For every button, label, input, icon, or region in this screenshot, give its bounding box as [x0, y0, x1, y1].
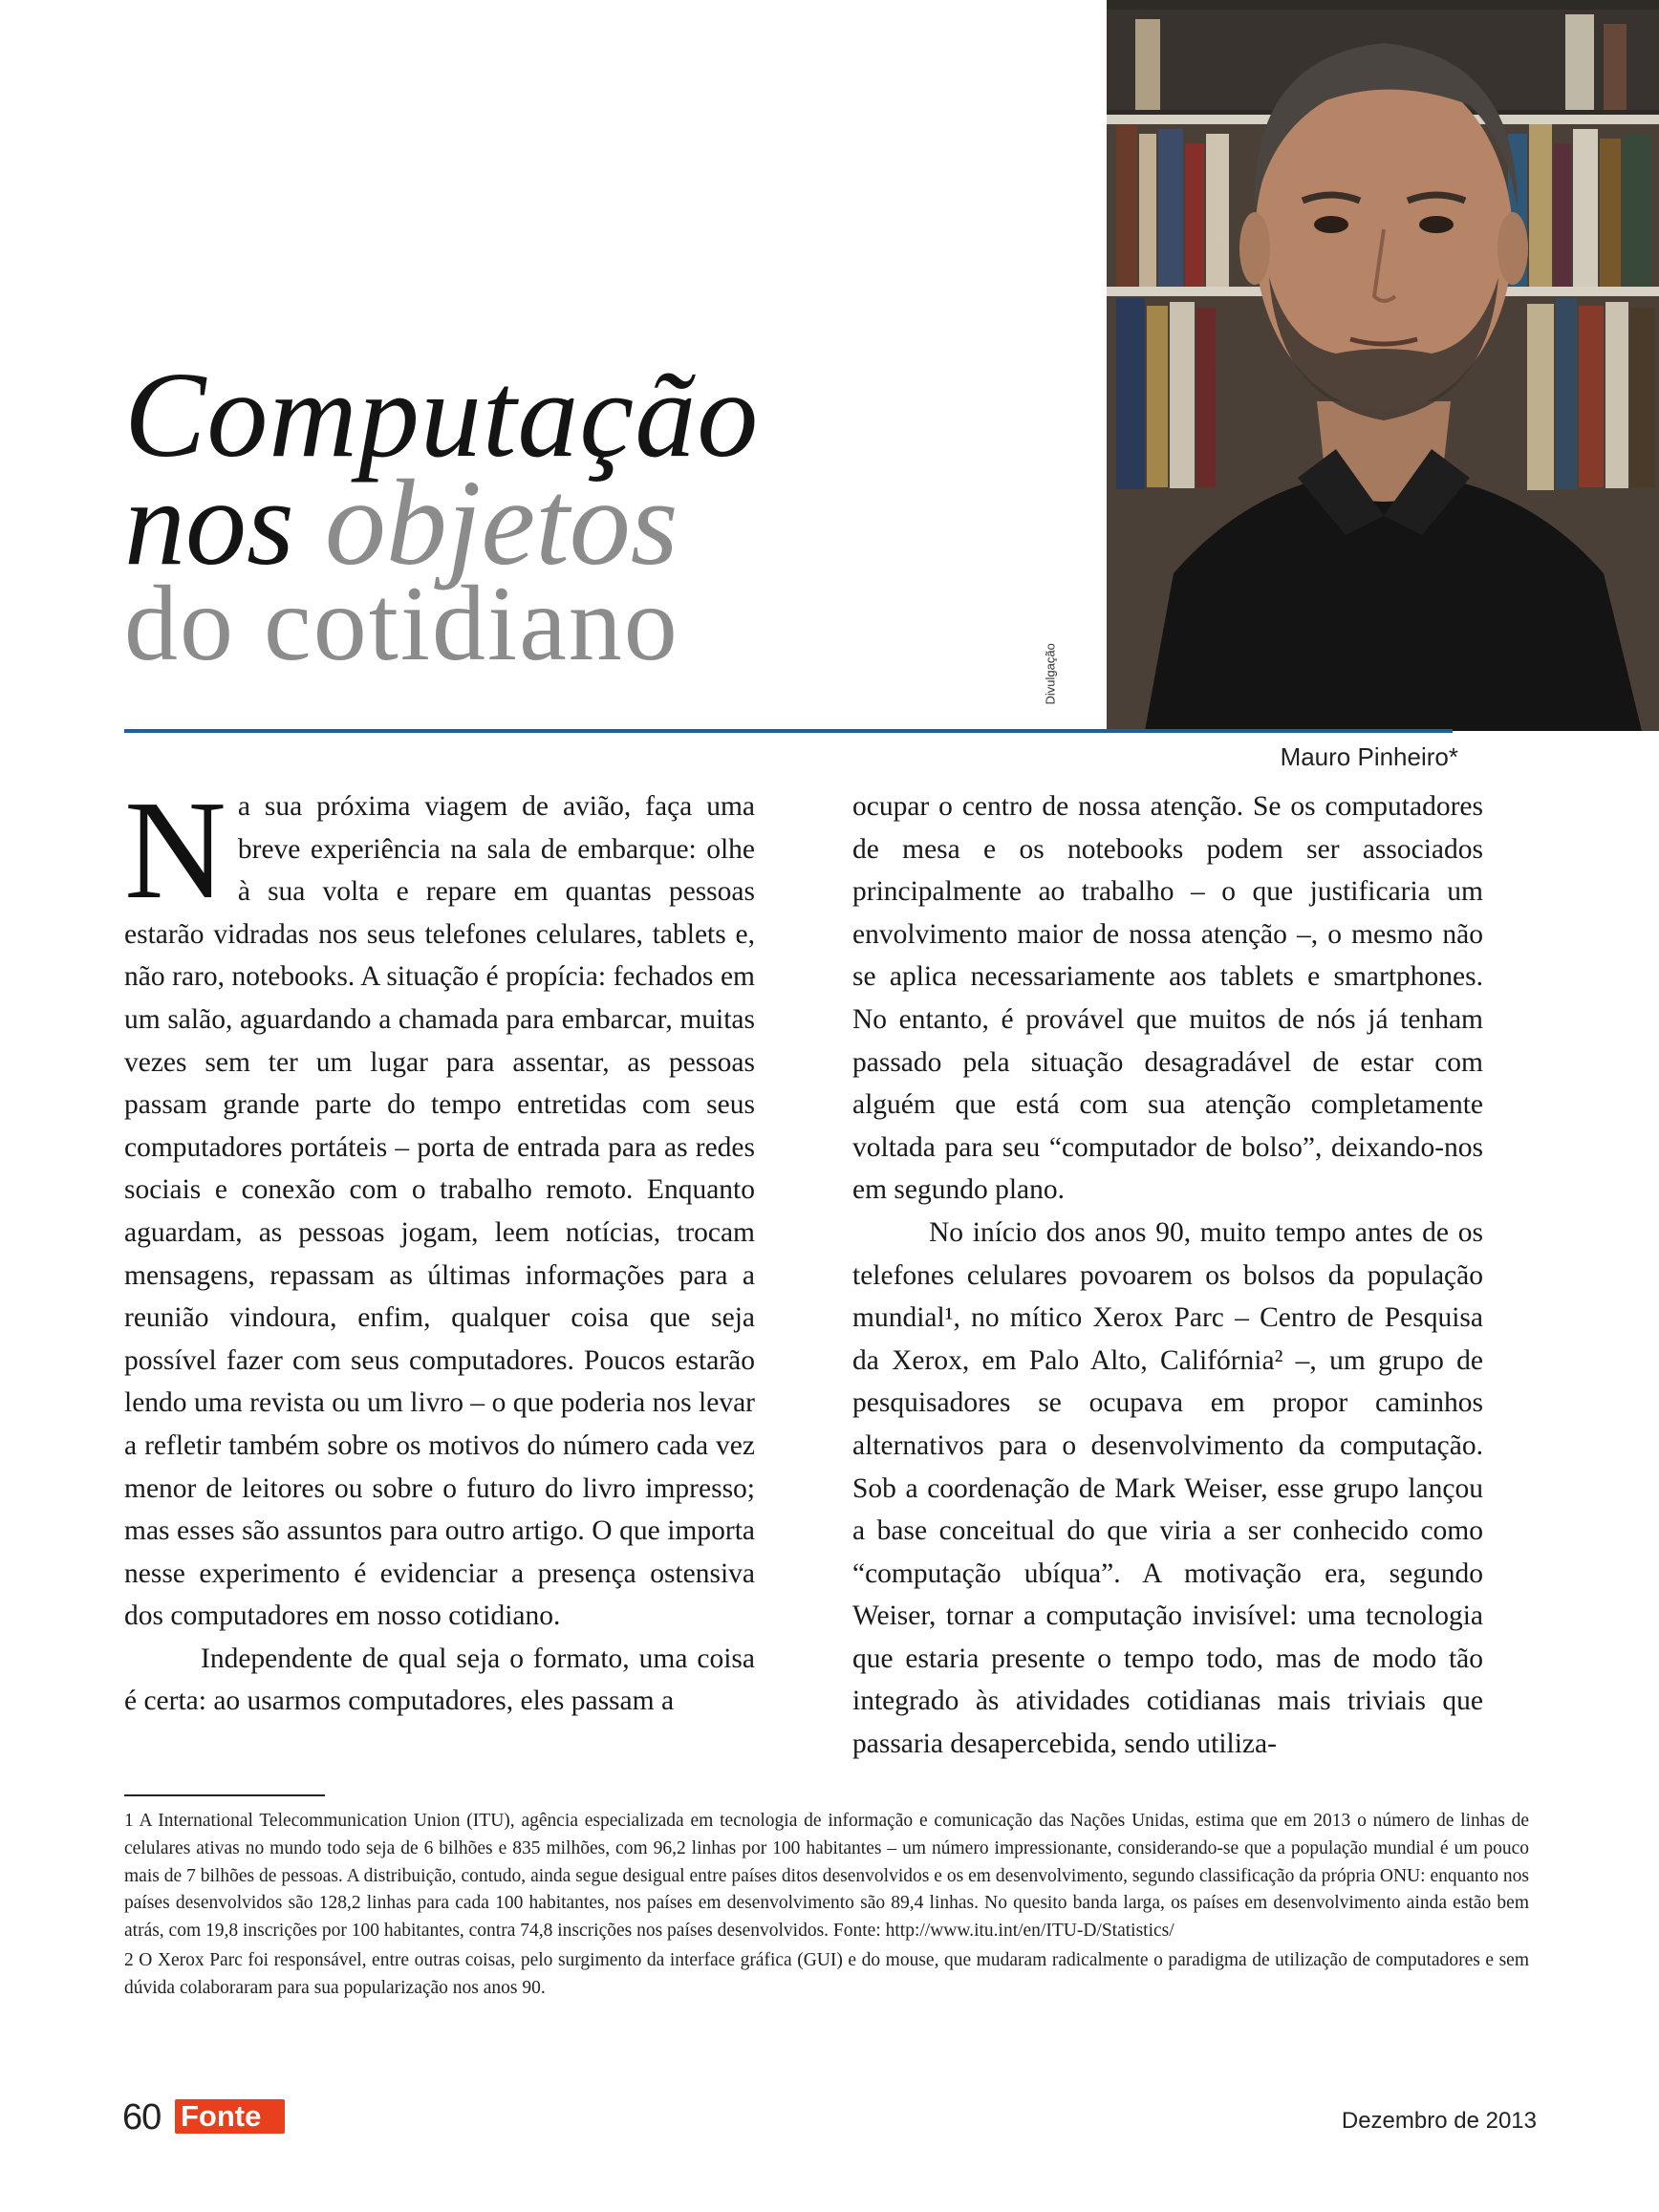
magazine-logo-text: Fonte: [181, 2099, 262, 2133]
footnote-2: 2 O Xerox Parc foi responsável, entre outras coisas, pelo surgimento da interface gráfica (GUI) e do mouse, que mudaram radicalmente o paradigma de utilização de computadores e sem dúvida colaboraram para sua popularização nos anos 90.: [124, 1949, 1529, 1998]
body-paragraph: Independente de qual seja o formato, uma coisa é certa: ao usarmos computadores, eles passam a: [124, 1643, 755, 1717]
title-divider: [124, 729, 1453, 733]
body-paragraph-text: a sua próxima viagem de avião, faça uma breve experiência na sala de embarque: olhe à sua volta e repare em quantas pessoas estarão vidradas nos seus telefones celulares, tablets e, não raro, notebooks. A situação é propícia: fechados em um salão, aguardando a chamada para embarcar, muitas vezes sem ter um lugar para assentar, as pessoas passam grande parte do tempo entretidas com seus computadores portáteis – porta de entrada para as redes sociais e conexão com o trabalho remoto. Enquanto aguardam, as pessoas jogam, leem notícias, trocam mensagens, repassam as últimas informações para a reunião vindoura, enfim, qualquer coisa que seja possível fazer com seus computadores. Poucos estarão lendo uma revista ou um livro – o que poderia nos levar a refletir também sobre os motivos do número cada vez menor de leitores ou sobre o futuro do livro impresso; mas esses são assuntos para outro artigo. O que importa nesse experimento é evidenciar a presença ostensiva dos computadores em nosso cotidiano.: [124, 791, 755, 1632]
body-column-right: [852, 785, 1483, 1766]
body-column-left: [124, 772, 755, 1723]
body-paragraph: [124, 772, 755, 1638]
article-title: [124, 347, 1080, 683]
footnote-divider: [124, 1794, 325, 1796]
photo-credit: [1038, 621, 1057, 707]
body-paragraph: ocupar o centro de nossa atenção. Se os computadores de mesa e os notebooks podem ser associados principalmente ao trabalho – o que justificaria um envolvimento maior de nossa atenção –, o mesmo não se aplica necessariamente aos tablets e smartphones. No entanto, é provável que muitos de nós já tenham passado pela situação desagradável de estar com alguém que está com sua atenção completamente voltada para seu “computador de bolso”, deixando-nos em segundo plano.: [852, 791, 1483, 1206]
title-line-3: do cotidiano: [124, 565, 679, 683]
author-name: Mauro Pinheiro*: [1280, 742, 1458, 771]
drop-cap: N: [124, 772, 226, 929]
author-photo: [1107, 0, 1659, 731]
magazine-logo: [175, 2099, 285, 2134]
title-word-objetos: objetos: [324, 455, 679, 591]
footnote-1: 1 A International Telecommunication Union (ITU), agência especializada em tecnologia de informação e comunicação das Nações Unidas, estima que em 2013 o número de linhas de celulares ativas no mundo todo seja de 6 bilhões e 835 milhões, com 96,2 linhas por 100 habitantes – um número impressionante, considerando-se que a população mundial é um pouco mais de 7 bilhões de pessoas. A distribuição, contudo, ainda segue desigual entre países ditos desenvolvidos e os em desenvolvimento, segundo classificação da própria ONU: enquanto nos países desenvolvidos são 128,2 linhas para cada 100 habitantes, nos países em desenvolvimento são 89,4 linhas. No quesito banda larga, os países em desenvolvimento ainda estão bem atrás, com 19,8 inscrições por 100 habitantes, contra 74,8 inscrições nos países desenvolvidos. Fonte: http://www.itu.int/en/ITU-D/Statistics/: [124, 1811, 1529, 1942]
title-line-1: Computação: [124, 347, 760, 483]
photo-credit-text: Divulgação: [1043, 643, 1058, 705]
issue-date: Dezembro de 2013: [1341, 2108, 1537, 2134]
page-number: 60: [122, 2097, 162, 2137]
body-paragraph: No início dos anos 90, muito tempo antes de os telefones celulares povoarem os bolsos da população mundial¹, no mítico Xerox Parc – Centro de Pesquisa da Xerox, em Palo Alto, Califórnia² –, um grupo de pesquisadores se ocupava em propor caminhos alternativos para o desenvolvimento da computação. Sob a coordenação de Mark Weiser, esse grupo lançou a base conceitual do que viria a ser conhecido como “computação ubíqua”. A motivação era, segundo Weiser, tornar a computação invisível: uma tecnologia que estaria presente o tempo todo, mas de modo tão integrado às atividades cotidianas mais triviais que passaria desapercebida, sendo utiliza-: [852, 1216, 1483, 1760]
title-line-2: [124, 455, 1080, 591]
footnotes: [124, 1808, 1529, 2005]
title-word-nos: nos: [124, 455, 294, 591]
author-portrait-image: [1107, 0, 1659, 731]
